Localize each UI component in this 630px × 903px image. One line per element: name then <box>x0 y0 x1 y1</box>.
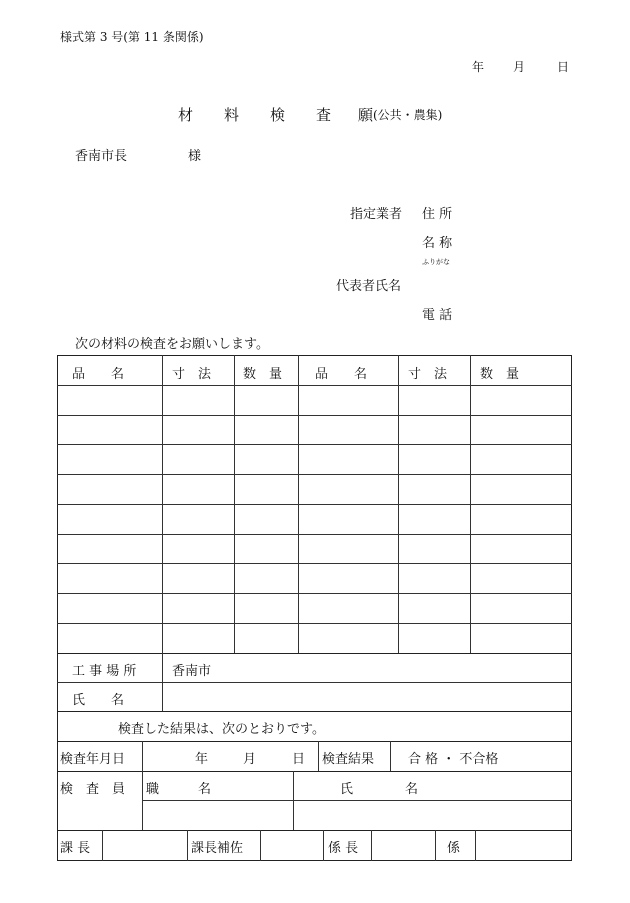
column-divider <box>298 355 299 654</box>
column-divider <box>162 653 163 712</box>
address-label: 住 所 <box>422 207 453 222</box>
date-day-label: 日 <box>557 60 570 74</box>
header-size-1: 寸 法 <box>172 367 212 382</box>
inspector-position-label: 職 名 <box>146 782 212 797</box>
inspection-year: 年 <box>195 752 209 767</box>
column-divider <box>318 741 319 772</box>
company-name-label: 名 称 <box>422 236 453 251</box>
approval-row <box>57 830 572 861</box>
furigana-label: ふりがな <box>422 258 450 266</box>
representative-label: 代表者氏名 <box>336 279 402 294</box>
assistant-chief-label: 課長補佐 <box>191 841 244 856</box>
addressee-name: 香南市長 <box>75 149 128 164</box>
title-char-2: 料 <box>224 106 240 124</box>
title-char-3: 検 <box>270 106 286 124</box>
header-size-2: 寸 法 <box>408 367 448 382</box>
date-year-label: 年 <box>472 60 485 74</box>
site-name-label: 氏 名 <box>72 693 125 708</box>
request-sentence: 次の材料の検査をお願いします。 <box>75 337 269 352</box>
column-divider <box>162 355 163 654</box>
inspector-name-label: 氏 名 <box>340 782 419 797</box>
header-item-name-1: 品 名 <box>72 367 125 382</box>
column-divider <box>470 355 471 654</box>
row-divider <box>57 474 572 475</box>
phone-label: 電 話 <box>422 308 453 323</box>
chief-label: 課 長 <box>60 841 91 856</box>
row-divider <box>57 444 572 445</box>
site-value: 香南市 <box>172 664 212 679</box>
column-divider <box>475 830 476 861</box>
column-divider <box>398 355 399 654</box>
column-divider <box>371 830 372 861</box>
column-divider <box>234 355 235 654</box>
column-divider <box>323 830 324 861</box>
title-subtitle: (公共・農集) <box>373 108 443 122</box>
result-sentence: 検査した結果は、次のとおりです。 <box>118 722 325 737</box>
row-divider <box>57 682 572 683</box>
row-divider <box>57 593 572 594</box>
inspection-date-label: 検査年月日 <box>60 752 126 767</box>
column-divider <box>142 741 143 772</box>
inspection-day: 日 <box>292 752 306 767</box>
row-divider <box>57 563 572 564</box>
inspection-result-label: 検査結果 <box>322 752 375 767</box>
row-divider <box>57 504 572 505</box>
inspector-label: 検 査 員 <box>60 782 126 797</box>
designated-contractor-label: 指定業者 <box>350 207 403 222</box>
row-divider <box>57 415 572 416</box>
column-divider <box>390 741 391 772</box>
header-quantity-2: 数 量 <box>480 367 520 382</box>
column-divider <box>260 830 261 861</box>
title-char-1: 材 <box>178 106 194 124</box>
column-divider <box>142 771 143 831</box>
staff-label: 係 <box>447 841 461 856</box>
site-label: 工 事 場 所 <box>72 664 137 679</box>
form-number-label: 様式第 3 号(第 11 条関係) <box>60 30 204 44</box>
title-char-5: 願 <box>358 106 374 124</box>
column-divider <box>435 830 436 861</box>
date-month-label: 月 <box>513 60 526 74</box>
addressee-honorific: 様 <box>188 149 202 164</box>
header-quantity-1: 数 量 <box>243 367 283 382</box>
section-chief-label: 係 長 <box>328 841 359 856</box>
inspection-month: 月 <box>243 752 257 767</box>
inspector-block <box>57 771 572 831</box>
header-item-name-2: 品 名 <box>315 367 368 382</box>
row-divider <box>57 623 572 624</box>
column-divider <box>293 771 294 831</box>
column-divider <box>187 830 188 861</box>
title-char-4: 査 <box>316 106 332 124</box>
column-divider <box>102 830 103 861</box>
row-divider <box>142 800 572 801</box>
row-divider <box>57 534 572 535</box>
row-divider <box>57 385 572 386</box>
inspection-result-options: 合 格 ・ 不合格 <box>408 752 499 767</box>
